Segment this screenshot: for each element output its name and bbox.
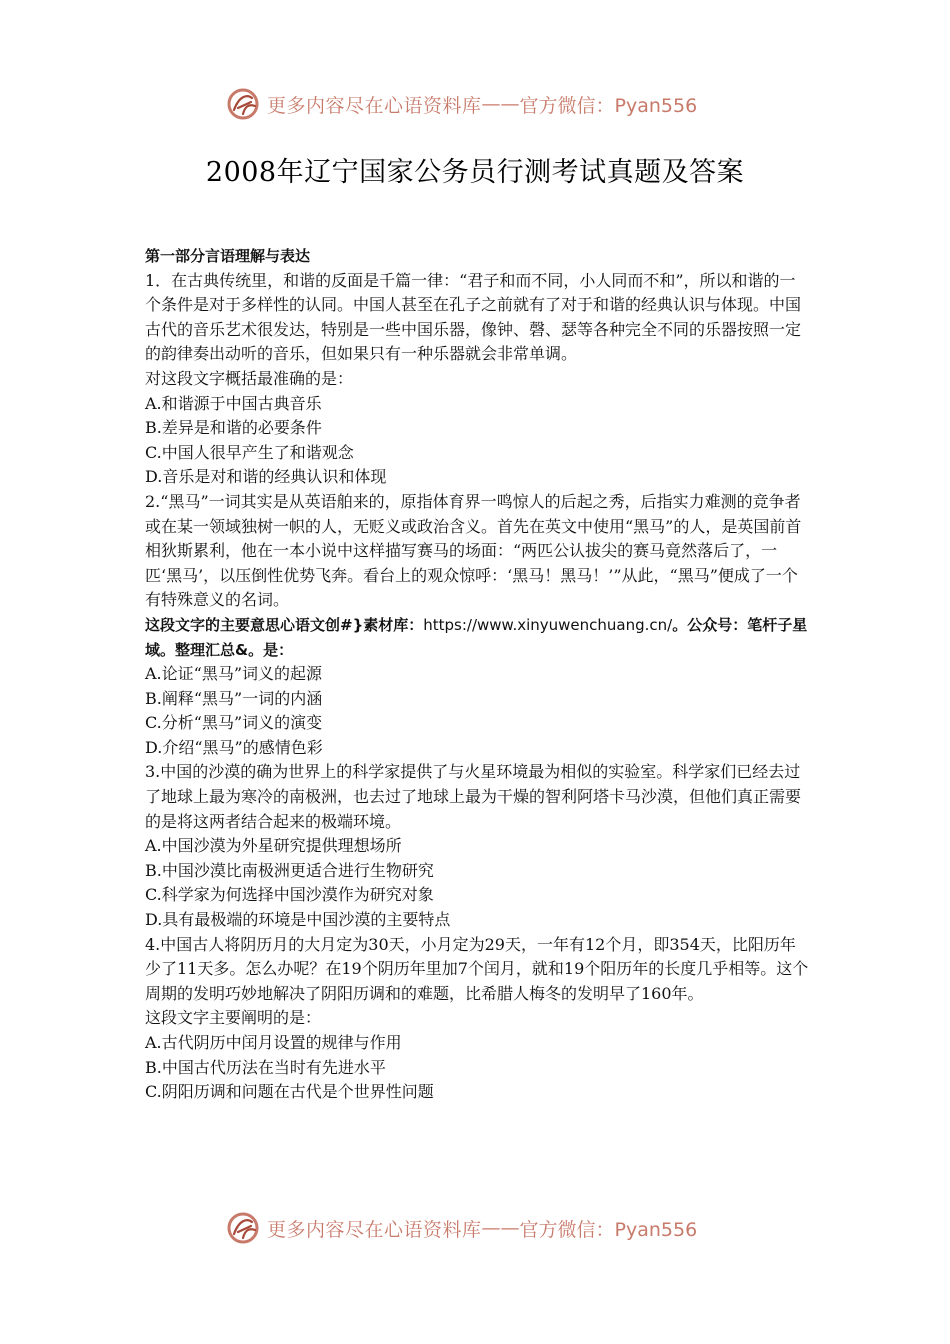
question-1-option-c: C.中国人很早产生了和谐观念 (145, 442, 354, 462)
question-1-option-a: A.和谐源于中国古典音乐 (145, 393, 322, 413)
banner-separator: —— (481, 93, 520, 115)
question-2-prompt-url: https://www.xinyuwenchuang.cn/ (423, 615, 673, 634)
document-body (145, 244, 810, 1105)
question-2-prompt-start: 这段文字的主要意思心语文创#}素材库： (145, 615, 424, 634)
signature-logo-icon (225, 86, 261, 122)
question-3-option-c: C.科学家为何选择中国沙漠作为研究对象 (145, 885, 434, 905)
document-title: 2008年辽宁国家公务员行测考试真题及答案 (205, 157, 745, 188)
question-1-option-d: D.音乐是对和谐的经典认识和体现 (145, 467, 387, 487)
question-3-option-a: A.中国沙漠为外星研究提供理想场所 (145, 836, 402, 856)
header-watermark-banner (225, 84, 745, 124)
question-4-text: 4.中国古人将阴历月的大月定为30天，小月定为29天，一年有12个月，即354天，比阳历年少了11天多。怎么办呢？在19个阴历年里加7个闰月，就和19个阳历年的长度几乎相等。这个周期的发明巧妙地解决了阴阳历调和的难题，比希腊人梅冬的发明早了160年。 (145, 934, 809, 1003)
footer-watermark-banner (225, 1208, 745, 1248)
banner-text: 更多内容尽在心语资料库 (267, 1218, 482, 1241)
banner-separator: —— (481, 1217, 520, 1239)
question-2-option-b: B.阐释“黑马”一词的内涵 (145, 688, 323, 708)
question-1-prompt: 对这段文字概括最准确的是： (145, 368, 354, 388)
question-2-prompt (145, 613, 810, 662)
question-4-prompt: 这段文字主要阐明的是： (145, 1008, 322, 1028)
question-3-text: 3.中国的沙漠的确为世界上的科学家提供了与火星环境最为相似的实验室。科学家们已经去过了地球上最为寒冷的南极洲，也去过了地球上最为干燥的智利阿塔卡马沙漠，但他们真正需要的是将这两者结合起来的极端环境。 (145, 762, 802, 831)
question-4-option-c: C.阴阳历调和问题在古代是个世界性问题 (145, 1082, 434, 1102)
question-2-option-d: D.介绍“黑马”的感情色彩 (145, 737, 323, 757)
banner-text: 更多内容尽在心语资料库 (267, 94, 482, 117)
question-4-option-a: A.古代阴历中闰月设置的规律与作用 (145, 1033, 402, 1052)
signature-logo-icon (225, 1210, 261, 1246)
question-1-option-b: B.差异是和谐的必要条件 (145, 418, 322, 438)
question-3-option-d: D.具有最极端的环境是中国沙漠的主要特点 (145, 910, 451, 930)
question-2-option-c: C.分析“黑马”词义的演变 (145, 713, 323, 733)
question-2-prompt-end: 。公众号：笔杆子星域。整理汇总&。是： (145, 615, 808, 659)
question-3-option-b: B.中国沙漠比南极洲更适合进行生物研究 (145, 860, 434, 880)
question-4-option-b: B.中国古代历法在当时有先进水平 (145, 1057, 386, 1077)
question-2-option-a: A.论证“黑马”词义的起源 (145, 664, 323, 684)
banner-wechat: 官方微信：Pyan556 (519, 1218, 698, 1241)
question-2-text: 2.“黑马”一词其实是从英语舶来的，原指体育界一鸣惊人的后起之秀，后指实力难测的竞争者或在某一领域独树一帜的人，无贬义或政治含义。首先在英文中使用“黑马”的人，是英国前首相狄斯累利，他在一本小说中这样描写赛马的场面：“两匹公认拔尖的赛马竟然落后了，一匹‘黑马’，以压倒性优势飞奔。看台上的观众惊呼：‘黑马！黑马！’”从此，“黑马”便成了一个有特殊意义的名词。 (145, 491, 802, 610)
question-1-text: 1．在古典传统里，和谐的反面是千篇一律：“君子和而不同，小人同而不和”，所以和谐的一个条件是对于多样性的认同。中国人甚至在孔子之前就有了对于和谐的经典认识与体现。中国古代的音乐艺术很发达，特别是一些中国乐器，像钟、磬、瑟等各种完全不同的乐器按照一定的韵律奏出动听的音乐，但如果只有一种乐器就会非常单调。 (145, 270, 802, 364)
banner-wechat: 官方微信：Pyan556 (519, 94, 698, 117)
section-heading: 第一部分言语理解与表达 (145, 247, 311, 265)
